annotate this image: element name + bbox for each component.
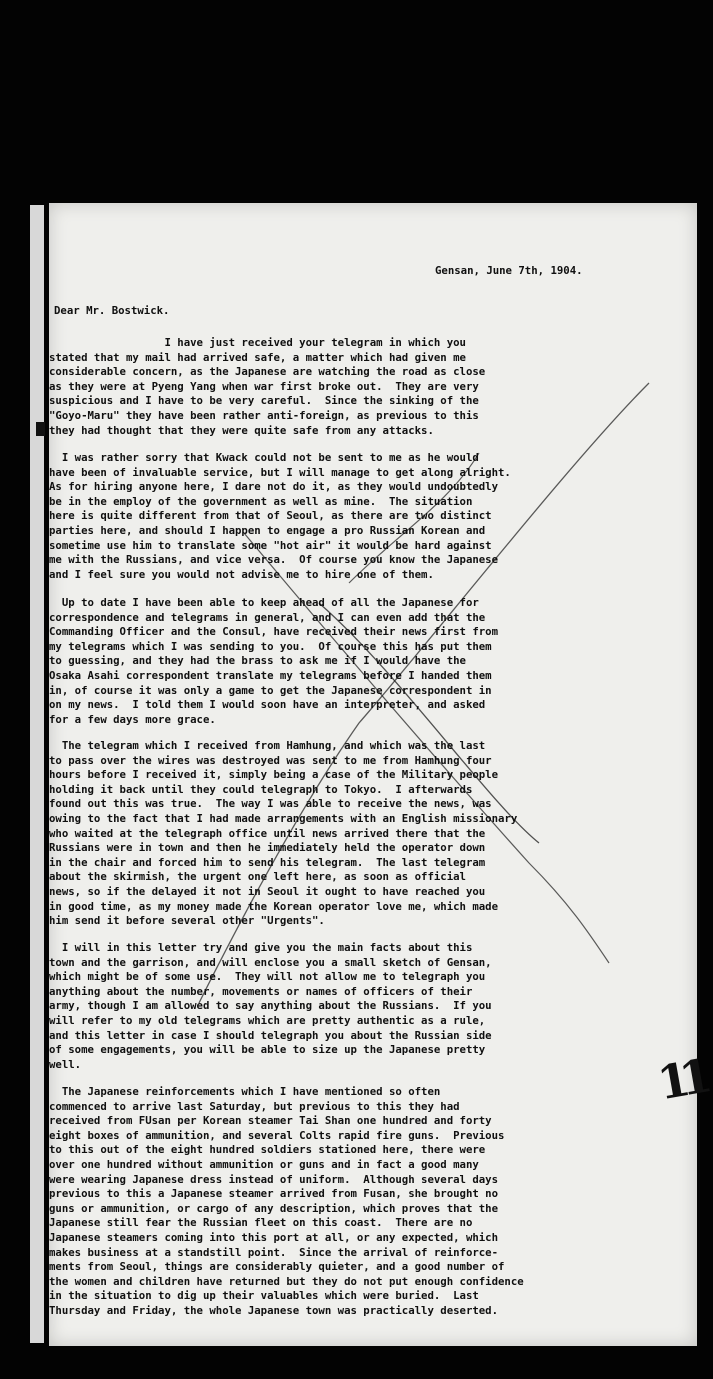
text-line: were wearing Japanese dress instead of uniform. Although several days [49, 1172, 499, 1186]
text-line: anything about the number, movements or names of officers of their [49, 984, 473, 998]
text-line: will refer to my old telegrams which are pretty authentic as a rule, [49, 1013, 486, 1027]
paragraph-2 [49, 451, 695, 582]
text-line: Thursday and Friday, the whole Japanese town was practically deserted. [49, 1303, 499, 1317]
text-line: me with the Russians, and vice versa. Of course you know the Japanese [49, 553, 499, 567]
paragraph-6 [49, 1085, 695, 1319]
text-line: makes business at a standstill point. Since the arrival of reinforce- [49, 1245, 499, 1259]
text-line: here is quite different from that of Seoul, as there are two distinct [49, 509, 492, 523]
text-line: in the situation to dig up their valuables which were buried. Last [49, 1289, 479, 1303]
text-line: be in the employ of the government as well as mine. The situation [49, 494, 473, 508]
letter-date: Gensan, June 7th, 1904. [435, 264, 583, 277]
paragraph-5 [49, 941, 695, 1072]
text-line: guns or ammunition, or cargo of any description, which proves that the [49, 1201, 499, 1215]
text-line: eight boxes of ammunition, and several Colts rapid fire guns. Previous [49, 1128, 505, 1142]
handwritten-margin-mark: 11 [653, 1049, 707, 1111]
text-line: over one hundred without ammunition or guns and in fact a good many [49, 1157, 479, 1171]
text-line: The telegram which I received from Hamhung, and which was the last [49, 739, 486, 752]
text-line: ments from Seoul, things are considerably quieter, and a good number of [49, 1260, 505, 1274]
text-line: parties here, and should I happen to engage a pro Russian Korean and [49, 523, 486, 537]
text-line: news, so if the delayed it not in Seoul it ought to have reached you [49, 884, 486, 898]
text-line: which might be of some use. They will not allow me to telegraph you [49, 970, 486, 984]
text-line: in the chair and forced him to send his telegram. The last telegram [49, 855, 486, 869]
text-line: considerable concern, as the Japanese are watching the road as close [49, 365, 486, 379]
text-line: to pass over the wires was destroyed was sent to me from Hamhung four [49, 753, 492, 767]
text-line: suspicious and I have to be very careful. Since the sinking of the [49, 394, 479, 408]
text-line: commenced to arrive last Saturday, but previous to this they had [49, 1099, 460, 1113]
text-line: Commanding Officer and the Consul, have received their news first from [49, 625, 499, 639]
text-line: him send it before several other "Urgents". [49, 914, 325, 928]
text-line: the women and children have returned but they do not put enough confidence [49, 1274, 524, 1288]
text-line: Japanese steamers coming into this port at all, or any expected, which [49, 1230, 499, 1244]
text-line: hours before I received it, simply being a case of the Military people [49, 768, 499, 782]
text-line: well. [49, 1057, 82, 1071]
text-line: have been of invaluable service, but I will manage to get along alright. [49, 465, 511, 479]
text-line: as they were at Pyeng Yang when war first broke out. They are very [49, 379, 479, 393]
film-edge-strip [30, 205, 44, 1343]
text-line: I will in this letter try and give you the main facts about this [49, 941, 473, 954]
text-line: received from FUsan per Korean steamer Tai Shan one hundred and forty [49, 1114, 492, 1128]
text-line: on my news. I told them I would soon have an interpreter, and asked [49, 698, 486, 712]
paragraph-3 [49, 596, 695, 727]
text-line: who waited at the telegraph office until news arrived there that the [49, 826, 486, 840]
text-line: about the skirmish, the urgent one left here, as soon as official [49, 870, 466, 884]
text-line: army, though I am allowed to say anything about the Russians. If you [49, 999, 492, 1013]
text-line: stated that my mail had arrived safe, a matter which had given me [49, 350, 466, 364]
letter-body [49, 203, 707, 1346]
text-line: "Goyo-Maru" they have been rather anti-foreign, as previous to this [49, 408, 479, 422]
text-line: Osaka Asahi correspondent translate my telegrams before I handed them [49, 668, 492, 682]
text-line: town and the garrison, and will enclose you a small sketch of Gensan, [49, 955, 492, 969]
text-line: I have just received your telegram in which you [49, 336, 466, 349]
letter-page [49, 203, 707, 1346]
text-line: and this letter in case I should telegraph you about the Russian side [49, 1028, 492, 1042]
paragraph-1 [49, 336, 695, 438]
text-line: previous to this a Japanese steamer arrived from Fusan, she brought no [49, 1187, 499, 1201]
salutation: Dear Mr. Bostwick. [54, 304, 170, 317]
text-line: correspondence and telegrams in general, and I can even add that the [49, 610, 486, 624]
text-line: in good time, as my money made the Korean operator love me, which made [49, 899, 499, 913]
text-line: Japanese still fear the Russian fleet on this coast. There are no [49, 1216, 473, 1230]
text-line: holding it back until they could telegraph to Tokyo. I afterwards [49, 782, 473, 796]
text-line: and I feel sure you would not advise me to hire one of them. [49, 567, 434, 581]
text-line: of some engagements, you will be able to size up the Japanese pretty [49, 1043, 486, 1057]
text-line: I was rather sorry that Kwack could not be sent to me as he would [49, 451, 479, 464]
text-line: my telegrams which I was sending to you. Of course this has put them [49, 639, 492, 653]
text-line: Up to date I have been able to keep ahead of all the Japanese for [49, 596, 479, 609]
text-line: Russians were in town and then he immediately held the operator down [49, 841, 486, 855]
text-line: they had thought that they were quite safe from any attacks. [49, 423, 434, 437]
text-line: sometime use him to translate some "hot air" it would be hard against [49, 538, 492, 552]
text-line: to guessing, and they had the brass to ask me if I would have the [49, 654, 466, 668]
text-line: to this out of the eight hundred soldiers stationed here, there were [49, 1143, 486, 1157]
text-line: owing to the fact that I had made arrangements with an English missionary [49, 811, 518, 825]
text-line: As for hiring anyone here, I dare not do it, as they would undoubtedly [49, 480, 499, 494]
text-line: for a few days more grace. [49, 712, 216, 726]
text-line: The Japanese reinforcements which I have mentioned so often [49, 1085, 441, 1098]
film-notch [36, 422, 45, 436]
text-line: in, of course it was only a game to get the Japanese correspondent in [49, 683, 492, 697]
text-line: found out this was true. The way I was able to receive the news, was [49, 797, 492, 811]
paragraph-4 [49, 739, 695, 929]
